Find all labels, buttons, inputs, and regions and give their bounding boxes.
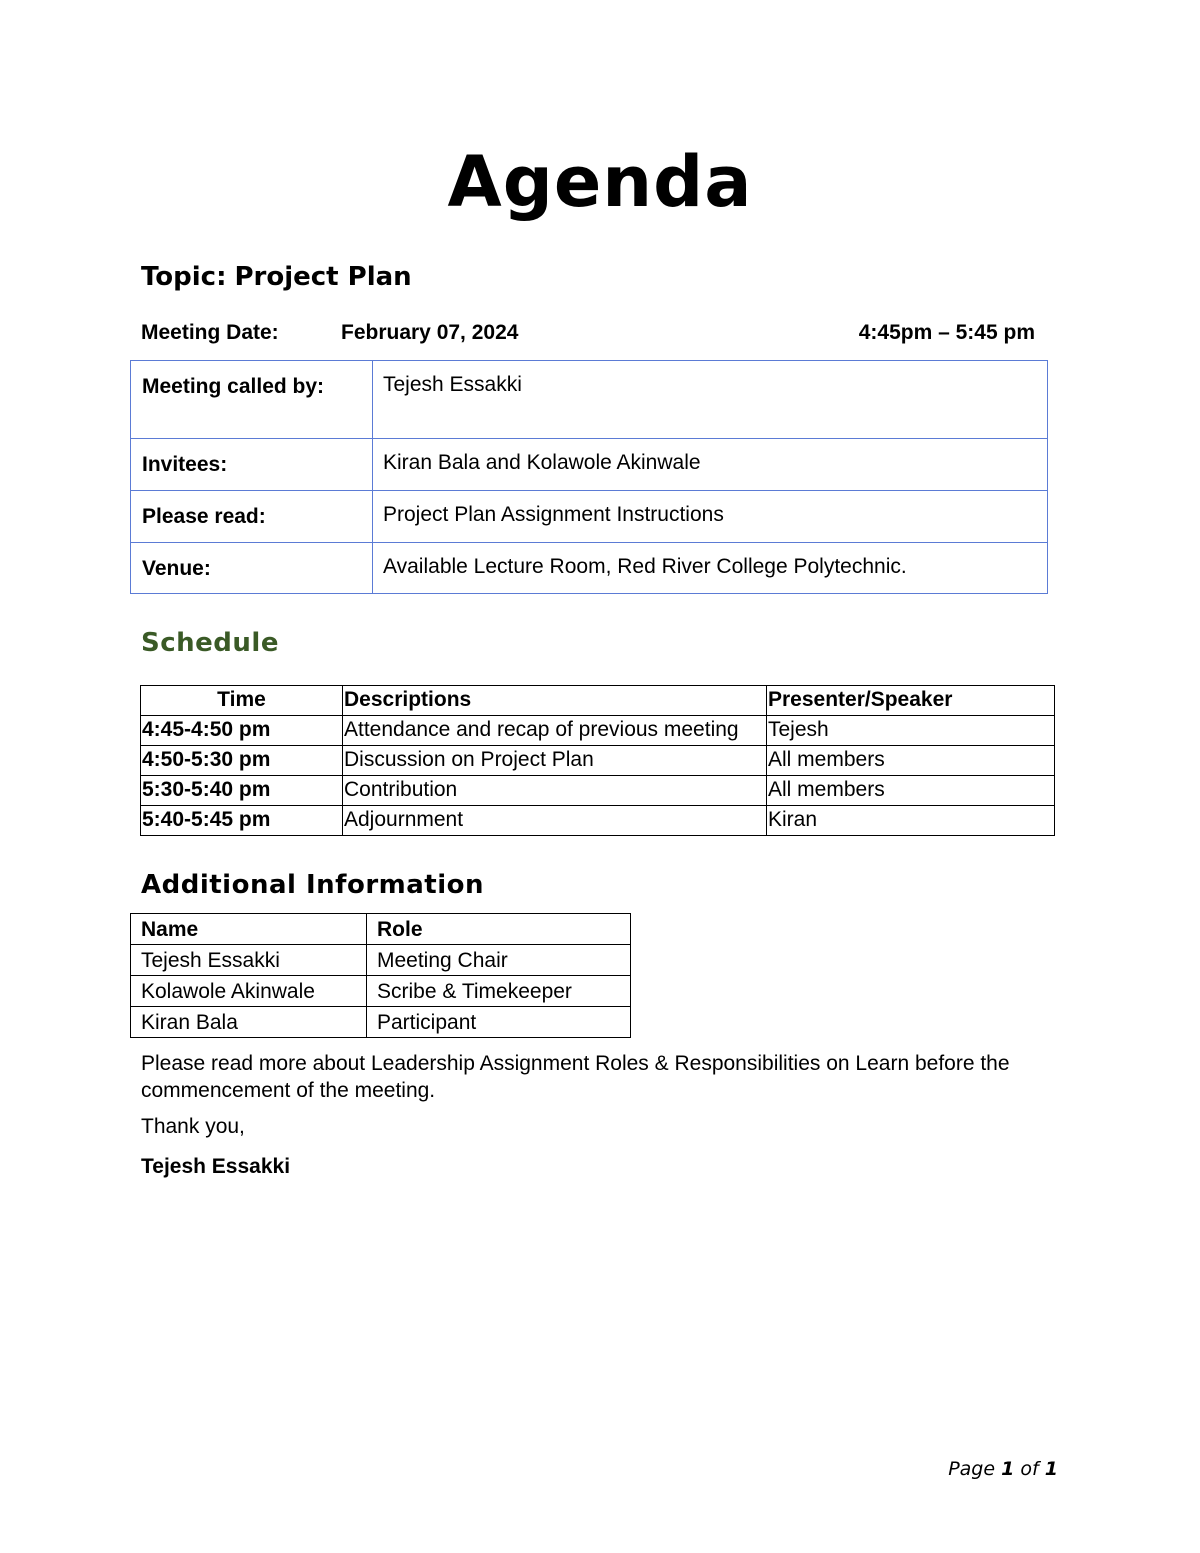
- person-name: Tejesh Essakki: [131, 945, 367, 976]
- schedule-presenter: All members: [767, 746, 1055, 776]
- column-header-descriptions: Descriptions: [343, 686, 767, 716]
- schedule-description: Discussion on Project Plan: [343, 746, 767, 776]
- current-page: 1: [1001, 1458, 1015, 1480]
- page-number: [948, 1458, 1058, 1480]
- column-header-presenter: Presenter/Speaker: [767, 686, 1055, 716]
- info-row-please-read: [131, 491, 1048, 543]
- schedule-presenter: Kiran: [767, 806, 1055, 836]
- schedule-time: 5:30-5:40 pm: [141, 776, 343, 806]
- signature-name: Tejesh Essakki: [141, 1155, 291, 1178]
- table-row: [141, 716, 1055, 746]
- info-label: Please read:: [131, 491, 373, 543]
- person-name: Kolawole Akinwale: [131, 976, 367, 1007]
- info-value: Project Plan Assignment Instructions: [373, 491, 1048, 543]
- roles-header-row: [131, 914, 631, 945]
- topic-line: [141, 262, 412, 292]
- table-row: [131, 1007, 631, 1038]
- meeting-info-table: [130, 360, 1048, 594]
- schedule-header-row: [141, 686, 1055, 716]
- topic-value: Project Plan: [234, 262, 412, 292]
- table-row: [131, 976, 631, 1007]
- column-header-time: Time: [141, 686, 343, 716]
- table-row: [131, 945, 631, 976]
- meeting-date-row: [141, 321, 1035, 351]
- meeting-date-label: Meeting Date:: [141, 321, 279, 344]
- info-row-invitees: [131, 439, 1048, 491]
- schedule-heading: Schedule: [141, 628, 279, 658]
- page-word: Page: [948, 1458, 996, 1480]
- person-role: Participant: [367, 1007, 631, 1038]
- roles-table: [130, 913, 631, 1038]
- reading-note: Please read more about Leadership Assignment Roles & Responsibilities on Learn before the commencement of the meeting.: [141, 1052, 1010, 1102]
- schedule-time: 4:45-4:50 pm: [141, 716, 343, 746]
- column-header-role: Role: [367, 914, 631, 945]
- total-pages: 1: [1044, 1458, 1058, 1480]
- schedule-time: 4:50-5:30 pm: [141, 746, 343, 776]
- info-row-venue: [131, 543, 1048, 594]
- info-row-called-by: [131, 361, 1048, 439]
- column-header-name: Name: [131, 914, 367, 945]
- schedule-description: Contribution: [343, 776, 767, 806]
- meeting-time-value: 4:45pm – 5:45 pm: [858, 321, 1035, 344]
- info-label: Invitees:: [131, 439, 373, 491]
- closing-text: Thank you,: [141, 1115, 245, 1138]
- person-role: Meeting Chair: [367, 945, 631, 976]
- additional-info-heading: Additional Information: [141, 870, 485, 900]
- info-value: Kiran Bala and Kolawole Akinwale: [373, 439, 1048, 491]
- schedule-time: 5:40-5:45 pm: [141, 806, 343, 836]
- schedule-presenter: Tejesh: [767, 716, 1055, 746]
- schedule-table: [140, 685, 1055, 836]
- page-title: Agenda: [447, 141, 753, 223]
- person-name: Kiran Bala: [131, 1007, 367, 1038]
- table-row: [141, 806, 1055, 836]
- meeting-date-value: February 07, 2024: [341, 321, 519, 344]
- schedule-presenter: All members: [767, 776, 1055, 806]
- schedule-description: Attendance and recap of previous meeting: [343, 716, 767, 746]
- of-word: of: [1020, 1458, 1039, 1480]
- info-label: Venue:: [131, 543, 373, 594]
- person-role: Scribe & Timekeeper: [367, 976, 631, 1007]
- table-row: [141, 776, 1055, 806]
- table-row: [141, 746, 1055, 776]
- topic-label: Topic:: [141, 262, 227, 292]
- info-label: Meeting called by:: [131, 361, 373, 439]
- info-value: Tejesh Essakki: [373, 361, 1048, 439]
- schedule-description: Adjournment: [343, 806, 767, 836]
- info-value: Available Lecture Room, Red River College Polytechnic.: [373, 543, 1048, 594]
